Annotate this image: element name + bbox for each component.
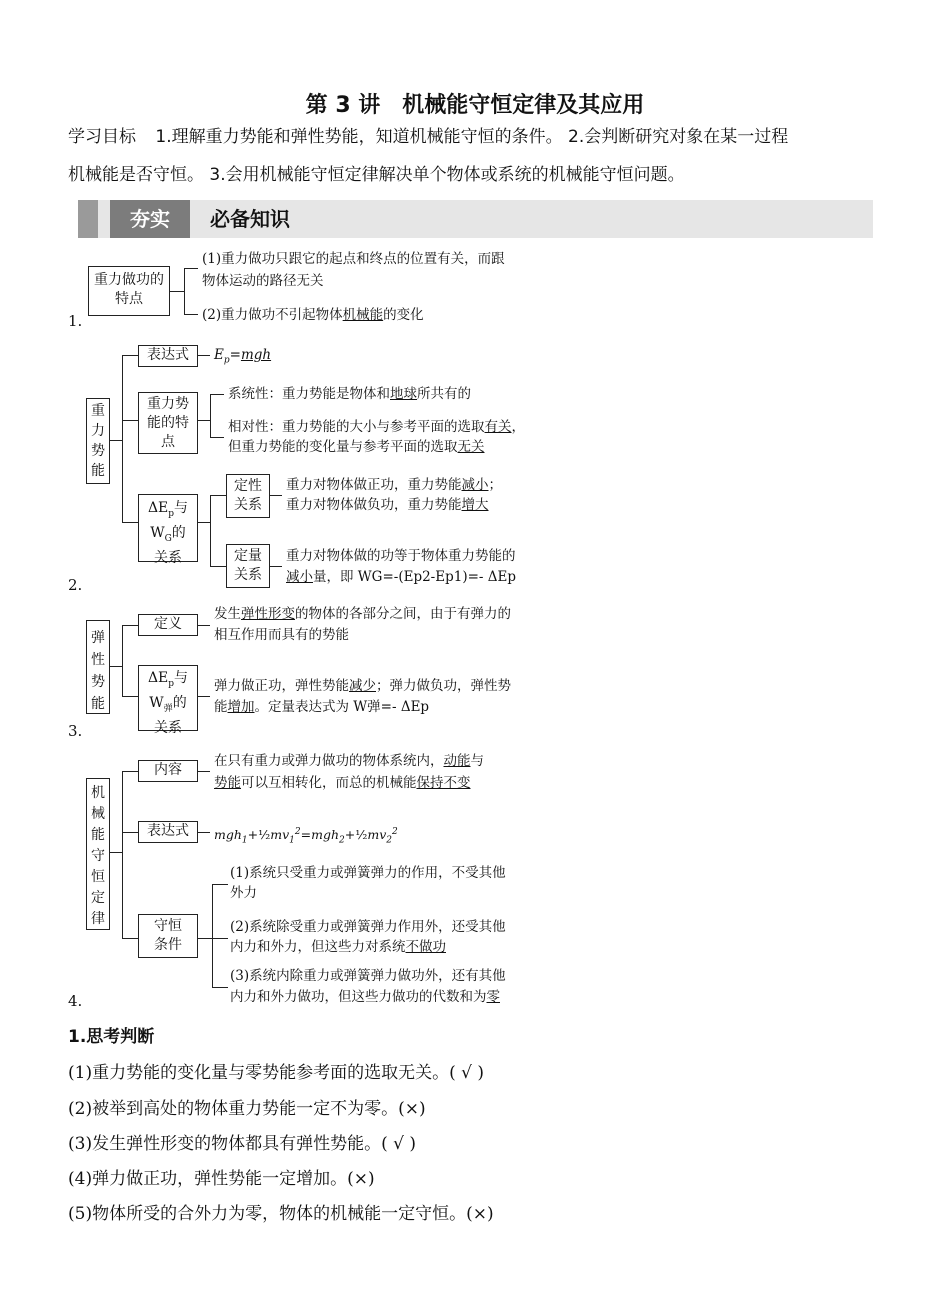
d3-rel-1: 弹力做正功，弹性势能减少；弹力做负功，弹性势 (214, 678, 511, 694)
d4-condition-box: 守恒条件 (138, 914, 198, 958)
judge-heading: 1.思考判断 (68, 1027, 155, 1047)
d2-feature-2a: 相对性：重力势能的大小与参考平面的选取有关， (228, 419, 525, 435)
judge-item-2: (2)被举到高处的物体重力势能一定不为零。(×) (68, 1099, 426, 1119)
d2-qual-1: 重力对物体做正功，重力势能减小； (286, 477, 502, 493)
banner-label: 必备知识 (210, 207, 290, 231)
judge-item-5: (5)物体所受的合外力为零，物体的机械能一定守恒。(×) (68, 1204, 494, 1224)
d2-relation-box: $\Delta E_p$与 $W_G$的 关系 (138, 494, 198, 562)
d4-cond-3a: (3)系统内除重力或弹簧弹力做功外，还有其他 (230, 968, 506, 984)
d2-quantitative-box: 定量关系 (226, 544, 270, 588)
banner-stub (78, 200, 98, 238)
goal-label: 学习目标 (68, 127, 136, 147)
goal-line1: 1.理解重力势能和弹性势能，知道机械能守恒的条件。 2.会判断研究对象在某一过程 (155, 127, 789, 147)
d4-cond-3b: 内力和外力做功，但这些力做功的代数和为零 (230, 989, 500, 1005)
d2-quant-2: 减小量，即 WG=-(Ep2-Ep1)=- ΔEp (286, 569, 517, 585)
d4-content-1: 在只有重力或弹力做功的物体系统内，动能与 (214, 753, 484, 769)
banner-tag: 夯实 (110, 200, 190, 238)
d2-qualitative-box: 定性关系 (226, 474, 270, 518)
section-num-3: 3. (68, 722, 83, 740)
d3-def-2: 相互作用而具有的势能 (214, 627, 349, 643)
d2-feature-box: 重力势能的特点 (138, 392, 198, 454)
d4-expr-box: 表达式 (138, 821, 198, 843)
d1-item1b: 物体运动的路径无关 (202, 273, 324, 289)
section-num-4: 4. (68, 992, 83, 1010)
d2-root-box: 重力势能 (86, 398, 110, 484)
d4-root-box: 机械能守恒定律 (86, 778, 110, 930)
d4-cond-1a: (1)系统只受重力或弹簧弹力的作用，不受其他 (230, 865, 506, 881)
d4-cond-2a: (2)系统除受重力或弹簧弹力作用外，还受其他 (230, 919, 506, 935)
d4-content-box: 内容 (138, 760, 198, 782)
d2-expr-box: 表达式 (138, 345, 198, 367)
judge-item-1: (1)重力势能的变化量与零势能参考面的选取无关。( √ ) (68, 1063, 484, 1083)
d2-qual-2: 重力对物体做负功，重力势能增大 (286, 497, 489, 513)
d4-cond-1b: 外力 (230, 885, 257, 901)
learning-goal (68, 118, 888, 156)
section-num-1: 1. (68, 312, 83, 330)
d2-quant-1: 重力对物体做的功等于物体重力势能的 (286, 548, 516, 564)
d3-definition-box: 定义 (138, 614, 198, 636)
d3-def-1: 发生弹性形变的物体的各部分之间，由于有弹力的 (214, 606, 511, 622)
d2-feature-2b: 但重力势能的变化量与参考平面的选取无关 (228, 439, 485, 455)
d1-item2: (2)重力做功不引起物体机械能的变化 (202, 307, 424, 323)
d4-content-2: 势能可以互相转化，而总的机械能保持不变 (214, 775, 471, 791)
d1-item1a: (1)重力做功只跟它的起点和终点的位置有关，而跟 (202, 251, 505, 267)
d4-expr: $mgh_1+\frac{1}{2}mv_1^2=mgh_2+\frac{1}{2}mv_2^2$ (214, 827, 398, 846)
section-banner (78, 200, 873, 238)
d2-expr: $E_p=mgh$ (214, 347, 272, 366)
section-num-2: 2. (68, 576, 83, 594)
page-title: 第 3 讲 机械能守恒定律及其应用 (305, 93, 645, 118)
goal-line2: 机械能是否守恒。 3.会用机械能守恒定律解决单个物体或系统的机械能守恒问题。 (68, 165, 685, 185)
d1-root-box: 重力做功的特点 (88, 266, 170, 316)
d3-rel-2: 能增加。定量表达式为 W弹=- ΔEp (214, 699, 430, 715)
judge-item-4: (4)弹力做正功，弹性势能一定增加。(×) (68, 1169, 375, 1189)
d3-root-box: 弹性势能 (86, 620, 110, 714)
d4-cond-2b: 内力和外力，但这些力对系统不做功 (230, 939, 446, 955)
d3-relation-box: $\Delta E_p$与 $W_弹$的 关系 (138, 665, 198, 731)
judge-item-3: (3)发生弹性形变的物体都具有弹性势能。( √ ) (68, 1134, 416, 1154)
d2-feature-1: 系统性：重力势能是物体和地球所共有的 (228, 386, 471, 402)
